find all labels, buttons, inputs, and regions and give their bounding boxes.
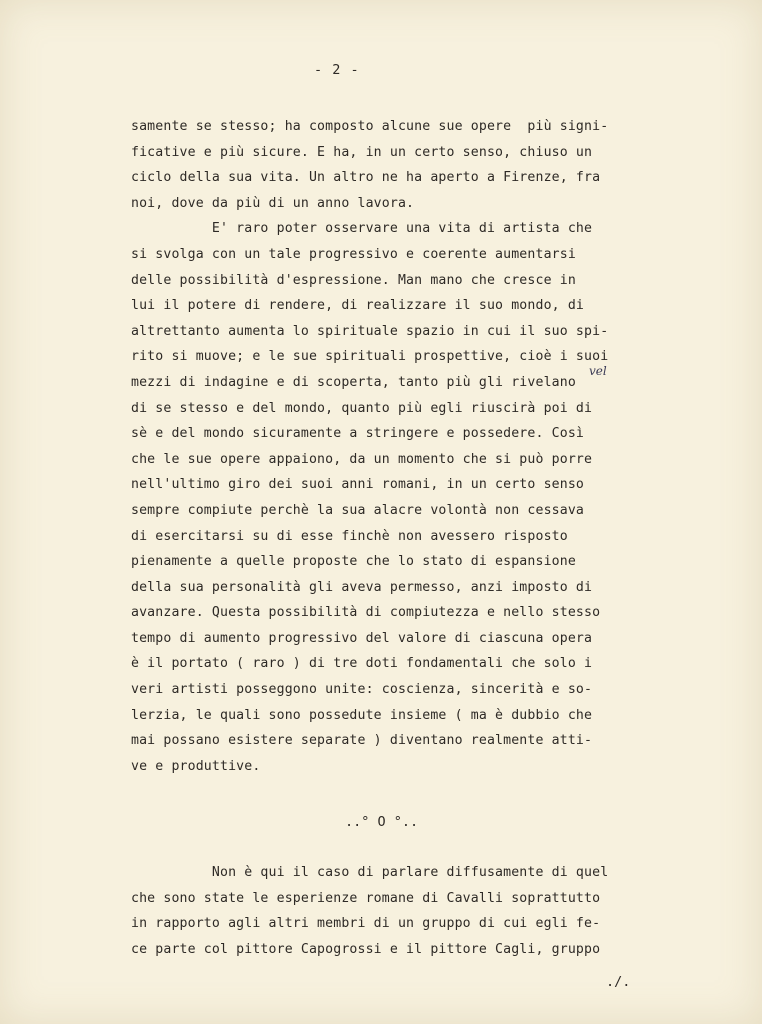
text-line: lerzia, le quali sono possedute insieme ( ma è dubbio che xyxy=(131,707,593,723)
paragraph-1 xyxy=(131,114,608,779)
text-line: sè e del mondo sicuramente a stringere e possedere. Così xyxy=(131,426,585,442)
text-line: mai possano esistere separate ) diventano realmente atti- xyxy=(131,733,593,749)
text-line: altrettanto aumenta lo spirituale spazio in cui il suo spi- xyxy=(131,323,609,339)
text-line: avanzare. Questa possibilità di compiutezza e nello stesso xyxy=(131,605,601,621)
text-line: della sua personalità gli aveva permesso, anzi imposto di xyxy=(131,579,593,595)
text-line: nell'ultimo giro dei suoi anni romani, in un certo senso xyxy=(131,477,585,493)
text-line: noi, dove da più di un anno lavora. xyxy=(131,195,415,211)
text-line: sempre compiute perchè la sua alacre volontà non cessava xyxy=(131,502,585,518)
handwritten-correction: vel xyxy=(589,364,607,378)
text-line: delle possibilità d'espressione. Man mano che cresce in xyxy=(131,272,576,288)
continuation-mark: ./. xyxy=(606,974,631,990)
text-line: veri artisti posseggono unite: coscienza, sincerità e so- xyxy=(131,682,593,698)
text-line: che sono state le esperienze romane di Cavalli soprattutto xyxy=(131,890,601,906)
text-line: che le sue opere appaiono, da un momento che si può porre xyxy=(131,451,593,467)
text-line: mezzi di indagine e di scoperta, tanto più gli rivelano xyxy=(131,374,576,390)
text-line: in rapporto agli altri membri di un gruppo di cui egli fe- xyxy=(131,916,601,932)
paragraph-2 xyxy=(131,860,608,962)
text-line: di esercitarsi su di esse finchè non avessero risposto xyxy=(131,528,568,544)
text-line: ce parte col pittore Capogrossi e il pittore Cagli, gruppo xyxy=(131,941,601,957)
text-line: Non è qui il caso di parlare diffusamente di quel xyxy=(131,865,609,880)
text-line: E' raro poter osservare una vita di artista che xyxy=(131,221,593,237)
text-line: ve e produttive. xyxy=(131,758,261,774)
text-line: di se stesso e del mondo, quanto più egli riuscirà poi di xyxy=(131,400,593,416)
text-line: tempo di aumento progressivo del valore di ciascuna opera xyxy=(131,630,593,646)
text-line: samente se stesso; ha composto alcune sue opere più signi- xyxy=(131,119,609,134)
text-line: ciclo della sua vita. Un altro ne ha aperto a Firenze, fra xyxy=(131,170,601,186)
section-separator: ..° O °.. xyxy=(345,814,419,830)
page-number: - 2 - xyxy=(314,62,360,78)
text-line: è il portato ( raro ) di tre doti fondamentali che solo i xyxy=(131,656,593,672)
text-line: si svolga con un tale progressivo e coerente aumentarsi xyxy=(131,246,576,262)
text-line: lui il potere di rendere, di realizzare il suo mondo, di xyxy=(131,298,585,314)
text-line: rito si muove; e le sue spirituali prospettive, cioè i suoi xyxy=(131,349,609,365)
text-line: ficative e più sicure. E ha, in un certo senso, chiuso un xyxy=(131,144,593,160)
text-line: pienamente a quelle proposte che lo stato di espansione xyxy=(131,554,576,570)
